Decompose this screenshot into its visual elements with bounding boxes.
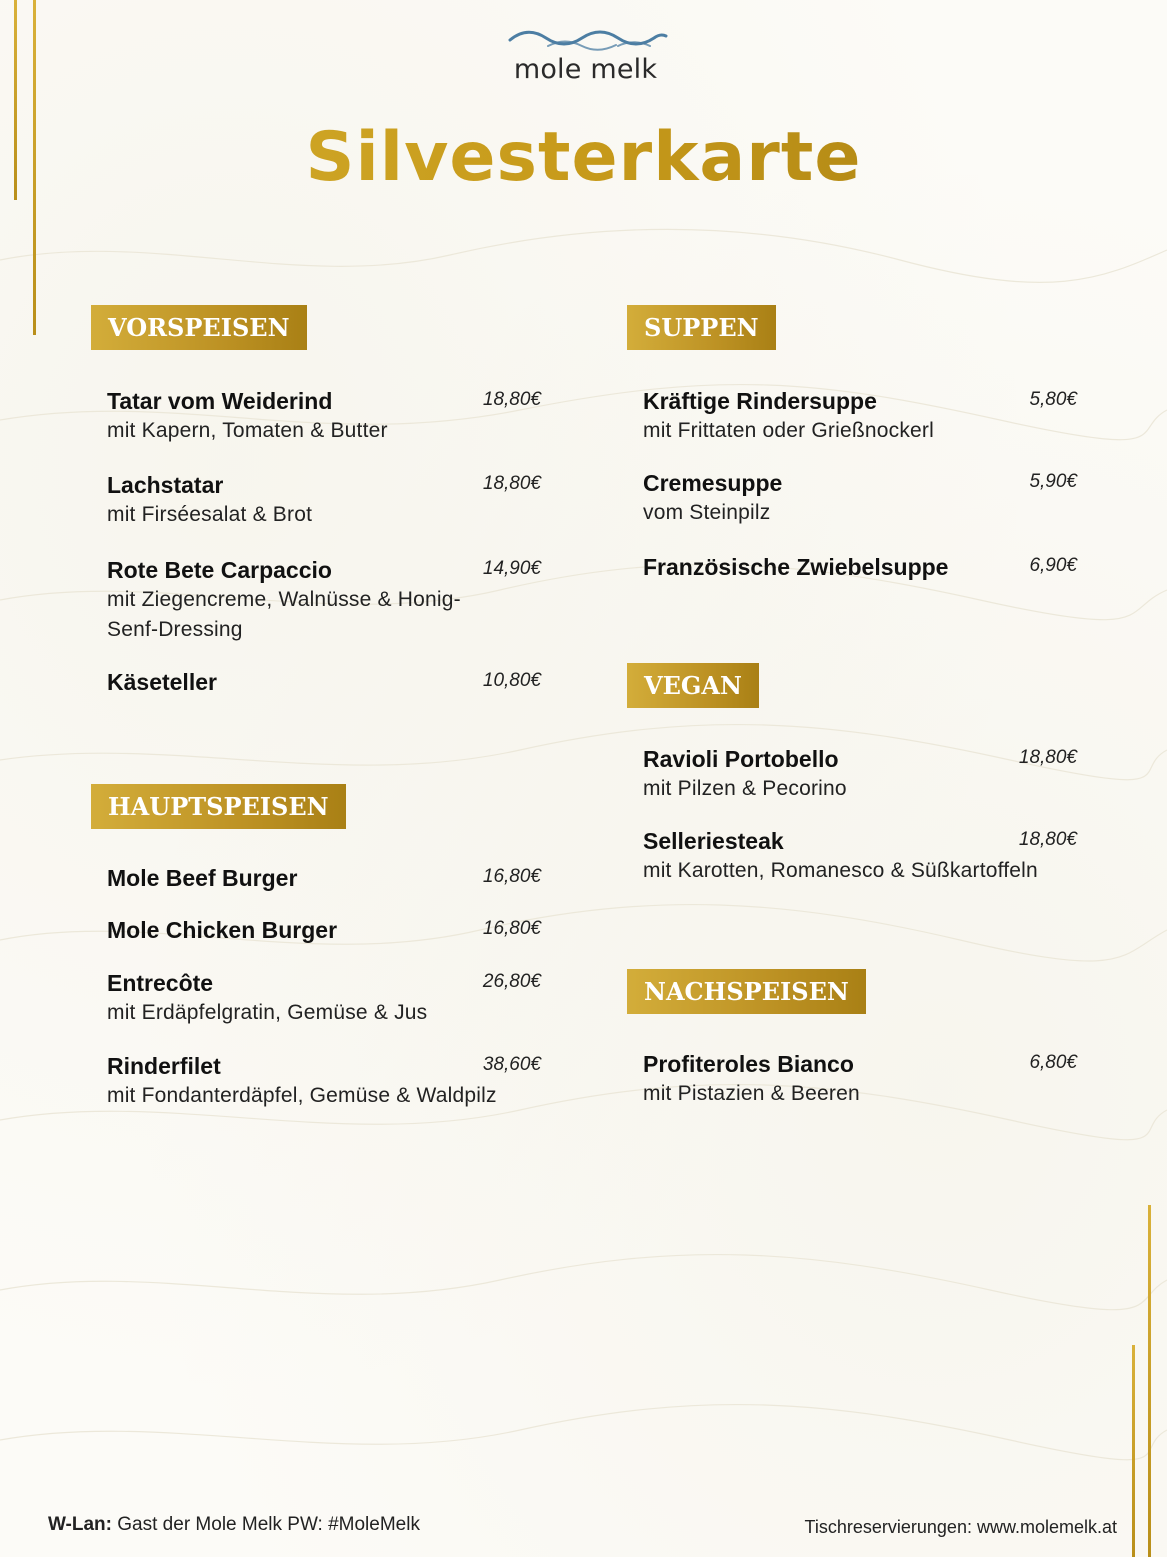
wifi-label: W-Lan: — [48, 1514, 112, 1535]
logo-text: mole melk — [513, 54, 658, 85]
item-description: mit Firséesalat & Brot — [107, 503, 313, 526]
item-description: mit Frittaten oder Grießnockerl — [643, 419, 934, 442]
menu-item — [643, 744, 1077, 826]
wave-logo-icon — [508, 28, 668, 52]
menu-item — [643, 826, 1077, 886]
item-description: mit Kapern, Tomaten & Butter — [107, 419, 388, 442]
item-name: Französische Zwiebelsuppe — [643, 554, 949, 580]
item-name: Entrecôte — [107, 970, 214, 996]
item-name: Lachstatar — [107, 472, 224, 498]
item-price: 6,90€ — [1029, 555, 1077, 576]
section-label-vegan: VEGAN — [627, 663, 759, 708]
item-name: Mole Chicken Burger — [107, 917, 338, 943]
item-description: vom Steinpilz — [643, 501, 771, 524]
item-price: 38,60€ — [482, 1054, 541, 1075]
menu-item — [107, 915, 541, 968]
wifi-text: Gast der Mole Melk PW: #MoleMelk — [117, 1514, 420, 1535]
section-vorspeisen — [91, 305, 541, 701]
item-description: mit Pistazien & Beeren — [643, 1082, 860, 1105]
menu-items-hauptspeisen — [107, 863, 541, 1111]
item-description: mit Pilzen & Pecorino — [643, 777, 847, 800]
menu-items-vegan — [643, 744, 1077, 886]
item-name: Käseteller — [107, 669, 217, 695]
item-price: 18,80€ — [1018, 747, 1077, 768]
item-name: Profiteroles Bianco — [643, 1051, 854, 1077]
menu-item — [107, 667, 541, 701]
item-price: 18,80€ — [1018, 829, 1077, 850]
item-price: 16,80€ — [482, 918, 541, 939]
menu-item — [107, 1051, 541, 1111]
reservation-info: Tischreservierungen: www.molemelk.at — [804, 1517, 1117, 1537]
item-price: 10,80€ — [482, 670, 541, 691]
logo — [508, 28, 668, 90]
item-price: 26,80€ — [482, 971, 541, 992]
item-price: 5,90€ — [1029, 471, 1077, 492]
item-name: Selleriesteak — [643, 828, 784, 854]
section-nachspeisen — [627, 969, 1077, 1109]
menu-item — [107, 555, 541, 667]
item-price: 18,80€ — [482, 473, 541, 494]
gold-accent-line-right-2 — [1132, 1345, 1135, 1557]
menu-items-suppen — [643, 386, 1077, 586]
menu-item — [643, 552, 1077, 586]
item-name: Rinderfilet — [107, 1053, 221, 1079]
item-name: Kräftige Rindersuppe — [643, 388, 877, 414]
item-name: Ravioli Portobello — [643, 746, 839, 772]
menu-item — [107, 863, 541, 915]
section-vegan — [627, 663, 1077, 886]
item-price: 18,80€ — [482, 389, 541, 410]
wifi-info — [48, 1514, 420, 1536]
item-price: 5,80€ — [1029, 389, 1077, 410]
menu-item — [643, 386, 1077, 468]
section-label-hauptspeisen: HAUPTSPEISEN — [91, 784, 346, 829]
menu-items-vorspeisen — [107, 386, 541, 701]
menu-item — [107, 470, 541, 555]
section-label-nachspeisen: NACHSPEISEN — [627, 969, 866, 1014]
section-label-vorspeisen: VORSPEISEN — [91, 305, 307, 350]
item-description: mit Fondanterdäpfel, Gemüse & Waldpilz — [107, 1084, 497, 1107]
item-name: Rote Bete Carpaccio — [107, 557, 332, 583]
item-description: mit Ziegencreme, Walnüsse & Honig-Senf-Dressing — [107, 588, 461, 641]
item-price: 16,80€ — [482, 866, 541, 887]
page-title: Silvesterkarte — [0, 118, 1167, 197]
item-price: 14,90€ — [482, 558, 541, 579]
item-description: mit Karotten, Romanesco & Süßkartoffeln — [643, 859, 1038, 882]
menu-item — [643, 468, 1077, 552]
item-price: 6,80€ — [1029, 1052, 1077, 1073]
section-suppen — [627, 305, 1077, 586]
menu-item — [107, 968, 541, 1051]
gold-accent-line-right — [1148, 1205, 1151, 1557]
section-hauptspeisen — [91, 784, 541, 1111]
item-name: Cremesuppe — [643, 470, 783, 496]
menu-item — [107, 386, 541, 470]
item-description: mit Erdäpfelgratin, Gemüse & Jus — [107, 1001, 428, 1024]
item-name: Tatar vom Weiderind — [107, 388, 333, 414]
section-label-suppen: SUPPEN — [627, 305, 776, 350]
menu-items-nachspeisen — [643, 1049, 1077, 1109]
item-name: Mole Beef Burger — [107, 865, 298, 891]
menu-item — [643, 1049, 1077, 1109]
